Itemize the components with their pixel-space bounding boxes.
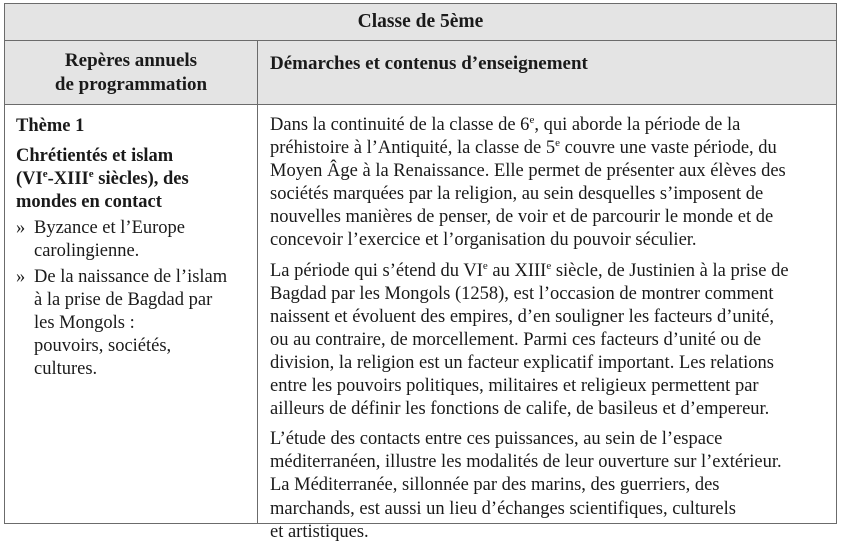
content-line: marchands, est aussi un lieu d’échanges scientifiques, culturels	[270, 498, 736, 519]
content-line: préhistoire à l’Antiquité, la classe de 5e couvre une vaste période, du	[270, 136, 777, 159]
column-header-row	[5, 41, 836, 105]
content-line: Bagdad par les Mongols (1258), est l’occasion de montrer comment	[270, 283, 774, 304]
theme-title-line: Chrétientés et islam	[16, 146, 174, 166]
theme-items-list	[16, 217, 249, 381]
contenus-cell	[270, 114, 835, 551]
superscript: e	[529, 113, 535, 126]
theme-title-line: mondes en contact	[16, 192, 162, 212]
theme-list-item-line: De la naissance de l’islam	[34, 267, 228, 287]
column-header-demarches: Démarches et contenus d’enseignement	[270, 53, 588, 74]
theme-number: Thème 1	[16, 116, 85, 136]
theme-title-line: (VIe-XIIIe siècles), des	[16, 167, 189, 189]
content-line: sociétés marquées par la religion, au sein desquelles s’imposent de	[270, 184, 764, 205]
content-line: nouvelles manières de penser, de voir et de parcourir le monde et de	[270, 207, 774, 228]
content-paragraph	[270, 428, 835, 543]
superscript: e	[42, 167, 48, 180]
theme-list-item-line: cultures.	[34, 359, 98, 379]
theme-list-item-line: les Mongols :	[34, 313, 135, 333]
column-header-reperes	[5, 41, 258, 104]
theme-list-item-line: carolingienne.	[34, 241, 140, 261]
superscript: e	[546, 259, 552, 272]
content-line: concevoir l’exercice et l’organisation du pouvoir séculier.	[270, 230, 697, 251]
content-line: division, la religion est un facteur explicatif important. Les relations	[270, 352, 774, 373]
content-line: La Méditerranée, sillonnée par des marins, des guerriers, des	[270, 475, 720, 496]
content-line: ou au contraire, de morcellement. Parmi ces facteurs d’unité ou de	[270, 329, 762, 350]
content-line: L’étude des contacts entre ces puissances, au sein de l’espace	[270, 429, 723, 450]
content-line: ailleurs de définir les fonctions de calife, de basileus et d’empereur.	[270, 399, 770, 420]
theme-list-item	[16, 217, 249, 263]
table-title: Classe de 5ème	[5, 4, 836, 41]
content-line: Dans la continuité de la classe de 6e, qui aborde la période de la	[270, 113, 741, 135]
content-line: naissent et évoluent des empires, d’en souligner les facteurs d’unité,	[270, 306, 774, 327]
content-paragraph	[270, 260, 835, 422]
reperes-cell	[5, 105, 258, 523]
superscript: e	[482, 259, 488, 272]
content-line: entre les pouvoirs politiques, militaires et religieux permettent par	[270, 376, 759, 397]
content-line: La période qui s’étend du VIe au XIIIe siècle, de Justinien à la prise de	[270, 259, 789, 281]
theme-list-item-line: pouvoirs, sociétés,	[34, 336, 172, 356]
column-header-reperes-line: de programmation	[54, 73, 208, 95]
programme-table	[4, 3, 837, 542]
theme-list-item-line: Byzance et l’Europe	[34, 218, 186, 238]
superscript: e	[88, 167, 94, 180]
content-paragraph	[270, 114, 835, 253]
content-line: et artistiques.	[270, 521, 369, 542]
theme-title	[16, 145, 249, 214]
column-header-reperes-line: Repères annuels	[64, 49, 198, 71]
content-line: méditerranéen, illustre les modalités de leur ouverture sur l’extérieur.	[270, 452, 782, 473]
content-line: Moyen Âge à la Renaissance. Elle permet de présenter aux élèves des	[270, 161, 786, 182]
bullet-chevron-icon: »	[16, 267, 26, 287]
theme-list-item-line: à la prise de Bagdad par	[34, 290, 213, 310]
theme-list-item	[16, 266, 249, 381]
superscript: e	[555, 136, 561, 149]
bullet-chevron-icon: »	[16, 218, 26, 238]
